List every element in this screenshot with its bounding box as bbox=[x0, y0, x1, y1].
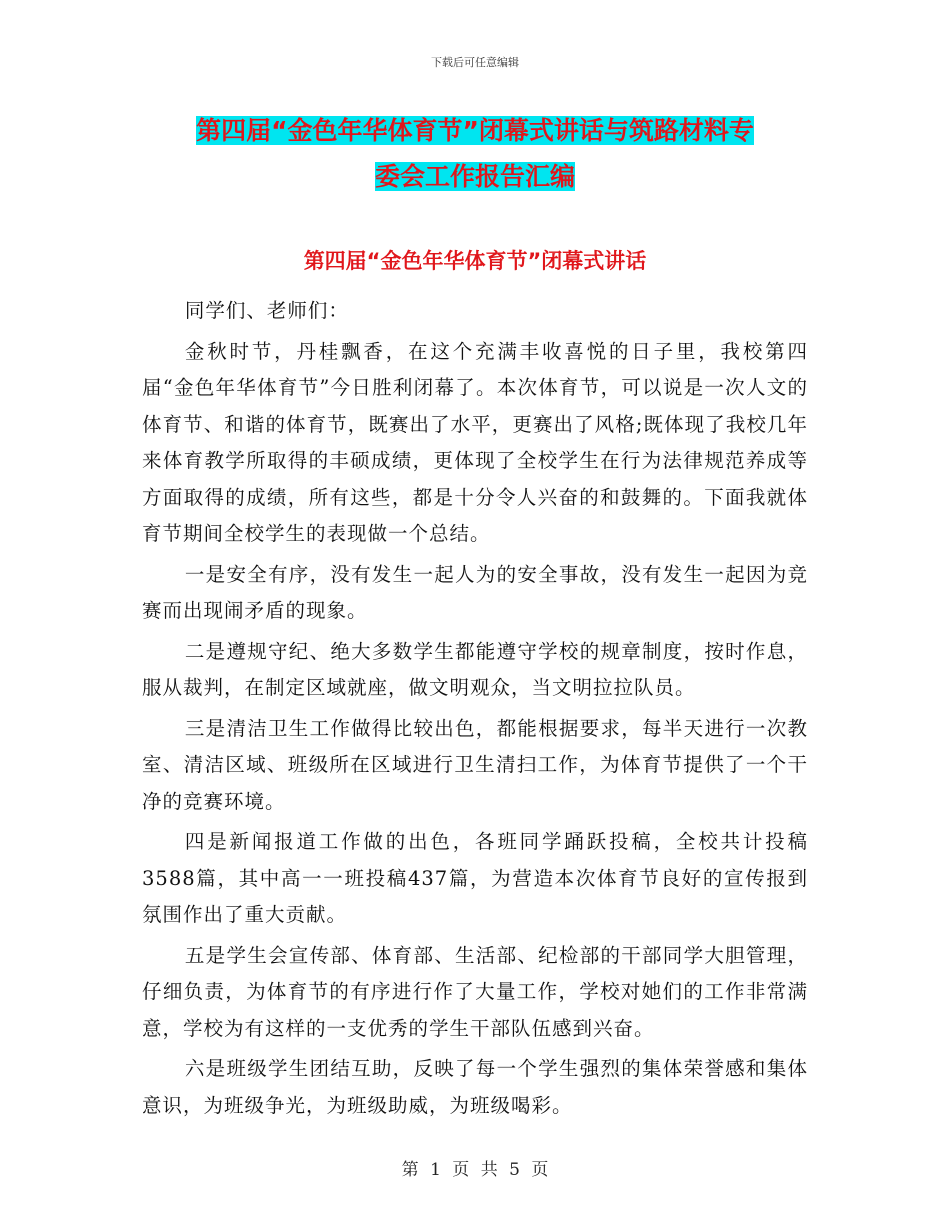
document-title-line-1: 第四届“金色年华体育节”闭幕式讲话与筑路材料专 bbox=[196, 116, 754, 145]
paragraph-point-2: 二是遵规守纪、绝大多数学生都能遵守学校的规章制度，按时作息，服从裁判，在制定区域就座，做文明观众，当文明拉拉队员。 bbox=[142, 639, 808, 699]
document-title bbox=[140, 108, 810, 200]
paragraph-point-4: 四是新闻报道工作做的出色，各班同学踊跃投稿，全校共计投稿3588篇，其中高一一班投稿437篇，为营造本次体育节良好的宣传报到氛围作出了重大贡献。 bbox=[142, 830, 808, 926]
paragraph-point-5: 五是学生会宣传部、体育部、生活部、纪检部的干部同学大胆管理，仔细负责，为体育节的有序进行作了大量工作，学校对她们的工作非常满意，学校为有这样的一支优秀的学生干部队伍感到兴奋。 bbox=[142, 943, 808, 1040]
paragraph-greeting: 同学们、老师们： bbox=[184, 299, 349, 322]
paragraph-point-3: 三是清洁卫生工作做得比较出色，都能根据要求，每半天进行一次教室、清洁区域、班级所在区域进行卫生清扫工作，为体育节提供了一个干净的竞赛环境。 bbox=[142, 716, 808, 813]
paragraph-point-6: 六是班级学生团结互助，反映了每一个学生强烈的集体荣誉感和集体意识，为班级争光，为班级助威，为班级喝彩。 bbox=[142, 1057, 808, 1117]
page-footer: 第 1 页 共 5 页 bbox=[401, 1160, 549, 1180]
body-text bbox=[142, 293, 808, 1128]
section-title: 第四届“金色年华体育节”闭幕式讲话 bbox=[303, 249, 647, 273]
document-title-line-2: 委会工作报告汇编 bbox=[374, 162, 575, 191]
paragraph-intro: 金秋时节，丹桂飘香，在这个充满丰收喜悦的日子里，我校第四届“金色年华体育节”今日胜利闭幕了。本次体育节，可以说是一次人文的体育节、和谐的体育节，既赛出了水平，更赛出了风格;既体现了我校几年来体育教学所取得的丰硕成绩，更体现了全校学生在行为法律规范养成等方面取得的成绩，所有这些，都是十分令人兴奋的和鼓舞的。下面我就体育节期间全校学生的表现做一个总结。 bbox=[142, 339, 808, 545]
paragraph-point-1: 一是安全有序，没有发生一起人为的安全事故，没有发生一起因为竞赛而出现闹矛盾的现象。 bbox=[142, 562, 808, 622]
header-note: 下载后可任意编辑 bbox=[431, 56, 519, 69]
